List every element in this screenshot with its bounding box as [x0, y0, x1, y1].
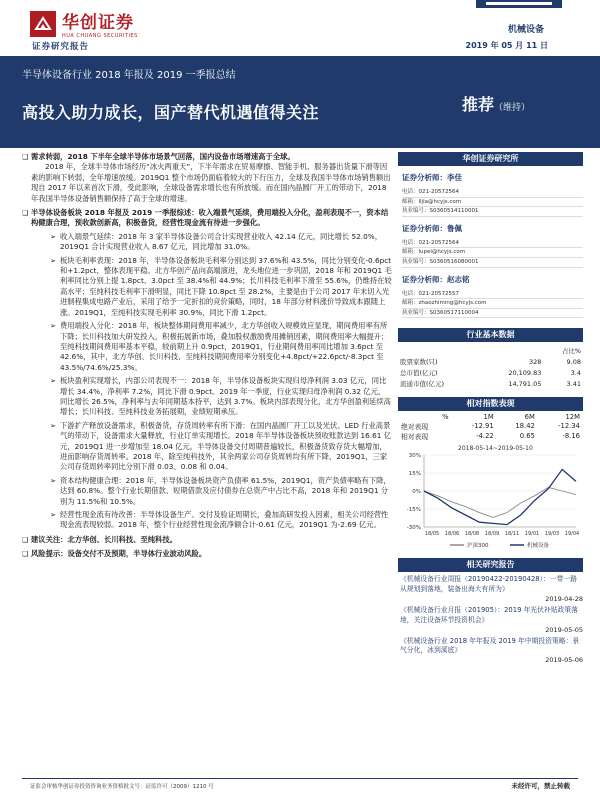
perf-m1: -12.91: [471, 422, 494, 431]
basic-label: 股票家数(只): [400, 358, 438, 367]
bullet-risk: [22, 549, 392, 559]
arrow-bullet-icon: ➢: [50, 420, 57, 430]
basic-label: 总市值(亿元): [400, 369, 438, 378]
analyst-card: [398, 223, 583, 268]
basic-data-table: [398, 345, 583, 389]
arrow-bullet-icon: ➢: [50, 510, 57, 519]
performance-table: [398, 413, 583, 441]
sub-bullet-cashflow: [22, 510, 392, 531]
perf-m12: -8.16: [562, 432, 580, 441]
x-tick-label: 18/09: [484, 531, 500, 538]
analyst-role-name: 证券分析师：李佳: [402, 173, 462, 182]
related-report-date: 2019-05-05: [545, 625, 583, 634]
basic-value: 20,109.83: [508, 368, 542, 377]
perf-row: [398, 431, 583, 441]
pct-header: 占比%: [561, 347, 581, 356]
title-banner: [0, 58, 600, 148]
footer-divider: [22, 778, 578, 779]
sub-bullet-inventory: [22, 421, 392, 473]
bullet-overview-title: 半导体设备板块 2018 年报及 2019 一季报综述：收入端景气延续，费用端投入分化，盈利表现不一，资本结构健康合理，预收款创新高，积极备货，经营性现金流有待进一步强化。: [31, 208, 389, 228]
bullet-demand-title: 需求转弱，2018 下半年全球半导体市场景气回落，国内设备市场增速高于全球。: [31, 152, 295, 161]
analyst-email[interactable]: 邮箱：lijia@hcyjs.com: [402, 198, 583, 208]
top-tab-decoration: [476, 0, 562, 8]
perf-m12: -12.34: [558, 422, 580, 431]
perf-row: [398, 421, 583, 431]
sub-bullet-profit: [22, 376, 392, 418]
sub-bullet-text: 板块毛利率表现：2018 年，半导体设备板块毛利率分别达到 37.6%和 43.5%，同比分别变化-0.6pct 和+1.2pct，整体表现平稳。北方华创产品向高端演进，龙头地位进一步巩固，2018 年和 2019Q1 毛利率同比分别上提 1.8pct、3.0pct 至 38.4%和 44.9%；长川科技毛利率下滑至 55.6%，仍维持在较高水平；至纯科技毛利率下滑明显，同比下降 10.8pct 至 28.2%，主要是由于公司 2017 年末切入光进制程集成电路产业后，采用了给予一定折扣的竞价策略，同时，18 年部分材料涨价导致成本跟随上涨。2019Q1，至纯科技实现毛利率 30.9%，同比下滑 1.2pct。: [60, 255, 392, 317]
analyst-phone: 电话：021-20572564: [402, 239, 583, 249]
related-report-link[interactable]: 《机械设备行业周报（20190422-20190428）：一带一路从规划到落地，装备出海大有所为》: [400, 575, 577, 594]
sub-bullet-text: 经营性现金流有待改善：半导体设备生产、交付及验证周期长，叠加高研发投入因素，相关公司经营性现金流表现较弱。2018 年，整个行业经营性现金流净额合计-0.61 亿元，2019Q1 为-2.69 亿元。: [60, 510, 389, 530]
arrow-bullet-icon: ➢: [50, 255, 57, 265]
sub-bullet-text: 下游扩产释放设备需求，积极备货，存货周转率有所下滑：在国内晶圆厂开工以及光伏、LED 行业高景气的带动下，设备需求大量释放，行业订单实现增长。2018 年半导体设备板块预收账款达到 16.61 亿元，2019Q1 进一步增加至 18.04 亿元。半导体设备交付周期普遍较长，积极备货致存货大幅增加，进而影响存货周转率。2018 年，除至纯科技外，其余两家公司存货周转均有所下降，2019Q1，三家公司存货周转率同比分别下滑 0.03、0.08 和 0.04。: [60, 420, 391, 472]
bullet-risk-text: 风险提示：设备交付不及预期，半导体行业波动风险。: [31, 549, 207, 559]
analyst-cert: 执业编号：S0360516080001: [402, 258, 583, 268]
rating: [462, 92, 530, 115]
y-tick-label: 30%: [408, 453, 421, 460]
legend-label: 沪深300: [467, 543, 489, 550]
report-date: 2019 年 05 月 11 日: [465, 41, 548, 50]
analyst-cert: 执业编号：S0360517110004: [402, 309, 583, 319]
sidebar: [398, 152, 583, 664]
basic-data-row: [398, 356, 583, 367]
sub-bullet-text: 资本结构健康合理：2018 年，半导体设备板块资产负债率 61.5%，2019Q1，资产负债率略有下降，达到 60.8%。整个行业长期借款、短期借款及应付债券在总资产中占比不高，2018 年和 2019Q1 分别为 11.5%和 10.5%。: [60, 475, 391, 506]
sub-bullet-revenue: [22, 232, 392, 253]
report-subtitle: 半导体设备行业 2018 年报及 2019 一季报总结: [22, 70, 236, 81]
basic-data-row: [398, 378, 583, 389]
basic-pct: 3.4: [570, 368, 581, 377]
sub-bullet-capital: [22, 476, 392, 507]
sub-bullet-text: 板块盈利实现增长，内部公司表现不一：2018 年，半导体设备板块实现归母净利润 3.03 亿元，同比增长 34.4%，净利率 7.2%，同比下滑 0.9pct。2019 年一季度，行业实现归母净利润 0.32 亿元，同比增长 26.5%，净利率与去年同期基本持平，达到 3.7%。板块内部表现分化，北方华创盈利延续高增长；长川科技、至纯科技业务拓展期，业绩短期承压。: [60, 376, 391, 417]
square-bullet-icon: ❑: [22, 550, 29, 559]
logo-english: HUA CHUANG SECURITIES: [62, 33, 138, 39]
y-tick-label: 0%: [412, 489, 421, 496]
analyst-role-name: 证券分析师：赵志铭: [402, 274, 470, 284]
bullet-recommend: [22, 535, 392, 545]
square-bullet-icon: ❑: [22, 535, 29, 544]
arrow-bullet-icon: ➢: [50, 321, 57, 331]
x-tick-label: 18/06: [444, 531, 460, 538]
rating-note: （维持）: [493, 103, 530, 113]
sub-bullet-text: 收入端景气延续：2018 年 3 家半导体设备公司合计实现营业收入 42.14 亿元，同比增长 52.0%，2019Q1 合计实现营业收入 8.67 亿元，同比增加 31.0%。: [60, 231, 382, 252]
bullet-overview: [22, 208, 392, 229]
chart-title: 2018-05-14~2019-05-10: [458, 445, 533, 453]
index-chart: [398, 441, 583, 556]
analyst-phone: 电话：021-20572557: [402, 290, 583, 300]
arrow-bullet-icon: ➢: [50, 231, 57, 241]
perf-m6: 0.65: [519, 432, 535, 441]
basic-value: 328: [528, 357, 542, 366]
perf-col-header: 12M: [565, 413, 580, 422]
report-type: 证券研究报告: [32, 42, 90, 52]
x-tick-label: 18/11: [504, 531, 520, 538]
x-tick-label: 19/01: [524, 531, 540, 538]
series-line-machinery: [424, 470, 576, 525]
logo-name: 华创证券: [62, 13, 134, 33]
basic-pct: 9.08: [566, 357, 581, 366]
report-title: 高投入助力成长，国产替代机遇值得关注: [22, 103, 320, 122]
analyst-phone: 电话：021-20572564: [402, 188, 583, 198]
basic-data-row: [398, 367, 583, 378]
x-tick-label: 18/08: [464, 531, 480, 538]
basic-label: 流通市值(亿元): [400, 380, 445, 389]
company-logo: [30, 8, 138, 39]
related-report-link[interactable]: 《机械设备行业 2018 年年报及 2019 年中期投资策略：景气分化，冰到溪底》: [400, 636, 580, 655]
perf-label: 相对表现: [401, 433, 429, 442]
legend-label: 机械设备: [527, 543, 550, 550]
y-tick-label: 15%: [408, 471, 421, 478]
perf-m1: -4.22: [476, 432, 494, 441]
institute-header: 华创证券研究所: [398, 152, 583, 166]
footer-license: 证监会审核华创证券投资咨询业务资格批文号：证监许可（2009）1210 号: [30, 784, 214, 790]
related-research-list: [398, 575, 583, 664]
arrow-bullet-icon: ➢: [50, 475, 57, 485]
perf-col-header: 1M: [483, 413, 494, 422]
analyst-list: [398, 172, 583, 318]
related-research-header: 相关研究报告: [398, 558, 583, 572]
analyst-cert: 执业编号：S0360514110001: [402, 207, 583, 217]
x-tick-label: 19/04: [564, 531, 580, 538]
x-tick-label: 18/05: [424, 531, 440, 538]
rating-label: 推荐: [461, 95, 494, 114]
sub-bullet-margin: [22, 256, 392, 318]
x-tick-label: 19/03: [544, 531, 560, 538]
main-content: [22, 148, 392, 560]
y-tick-label: -30%: [406, 525, 421, 532]
basic-data-header: 行业基本数据: [398, 328, 583, 342]
perf-col-header: %: [442, 413, 449, 422]
related-report-date: 2019-05-06: [545, 656, 583, 665]
perf-col-header: 6M: [524, 413, 535, 422]
bullet-demand: [22, 152, 392, 162]
footer-slogan: 未经许可，禁止转载: [511, 782, 570, 790]
sub-bullet-text: 费用端投入分化：2018 年，板块整体期间费用率减少，北方华创收入规模效应显现，期间费用率有所下降；长川科技加大研发投入，积极拓展新市场，叠加股权激励费用摊销因素，期间费用率大幅提升；至纯科技期间费用率基本平稳，较前期上升 0.9pct，2019Q1，行业期间费用率同比增加 3.6pct 至 42.6%，其中，北方华创、长川科技、至纯科技期间费用率分别变化+4.8pct/+22.6pct/-8.3pct 至 43.5%/74.6%/25.3%。: [60, 321, 389, 372]
related-report-link[interactable]: 《机械设备行业月报（201905）：2019 年光伏补贴政策落地，关注设备环节投资机会》: [400, 605, 578, 624]
y-tick-label: -15%: [406, 507, 421, 514]
demand-paragraph: 2018 年，全球半导体市场经历“冰火两重天”，下半年需求在贸易摩擦、智能手机、服务器出货量下滑等因素的影响下转弱，全年增速放缓。2019Q1 整个市场仍面临着较大的下行压力，全球及我国半导体市场销售额出现自 2017 年以来首次下滑，受此影响，全球设备需求增长也有所放缓。而在国内晶圆厂开工的带动下，2018 年我国半导体设备销售额保持了高于全球的增速。: [31, 162, 391, 203]
related-report-date: 2019-04-28: [545, 594, 583, 603]
index-line-chart: [398, 441, 583, 556]
sub-bullet-expense: [22, 321, 392, 373]
logo-mark-icon: [30, 11, 56, 37]
basic-value: 14,791.05: [508, 379, 542, 388]
analyst-card: [398, 274, 583, 319]
series-line-hs300: [424, 488, 576, 518]
bullet-recommend-text: 建议关注：北方华创、长川科技、至纯科技。: [31, 534, 177, 544]
square-bullet-icon: ❑: [22, 153, 29, 161]
square-bullet-icon: ❑: [22, 209, 29, 218]
perf-label: 绝对表现: [401, 423, 429, 432]
arrow-bullet-icon: ➢: [50, 376, 57, 386]
analyst-email[interactable]: 邮箱：zhaozhiming@hcyjs.com: [402, 299, 583, 309]
analyst-card: [398, 172, 583, 217]
perf-m6: 18.42: [515, 422, 535, 431]
industry-label: 机械设备: [507, 25, 544, 35]
analyst-email[interactable]: 邮箱：lupei@hcyjs.com: [402, 248, 583, 258]
basic-pct: 3.41: [566, 379, 581, 388]
analyst-role-name: 证券分析师：鲁佩: [402, 223, 462, 233]
performance-header: 相对指数表现: [398, 397, 583, 411]
